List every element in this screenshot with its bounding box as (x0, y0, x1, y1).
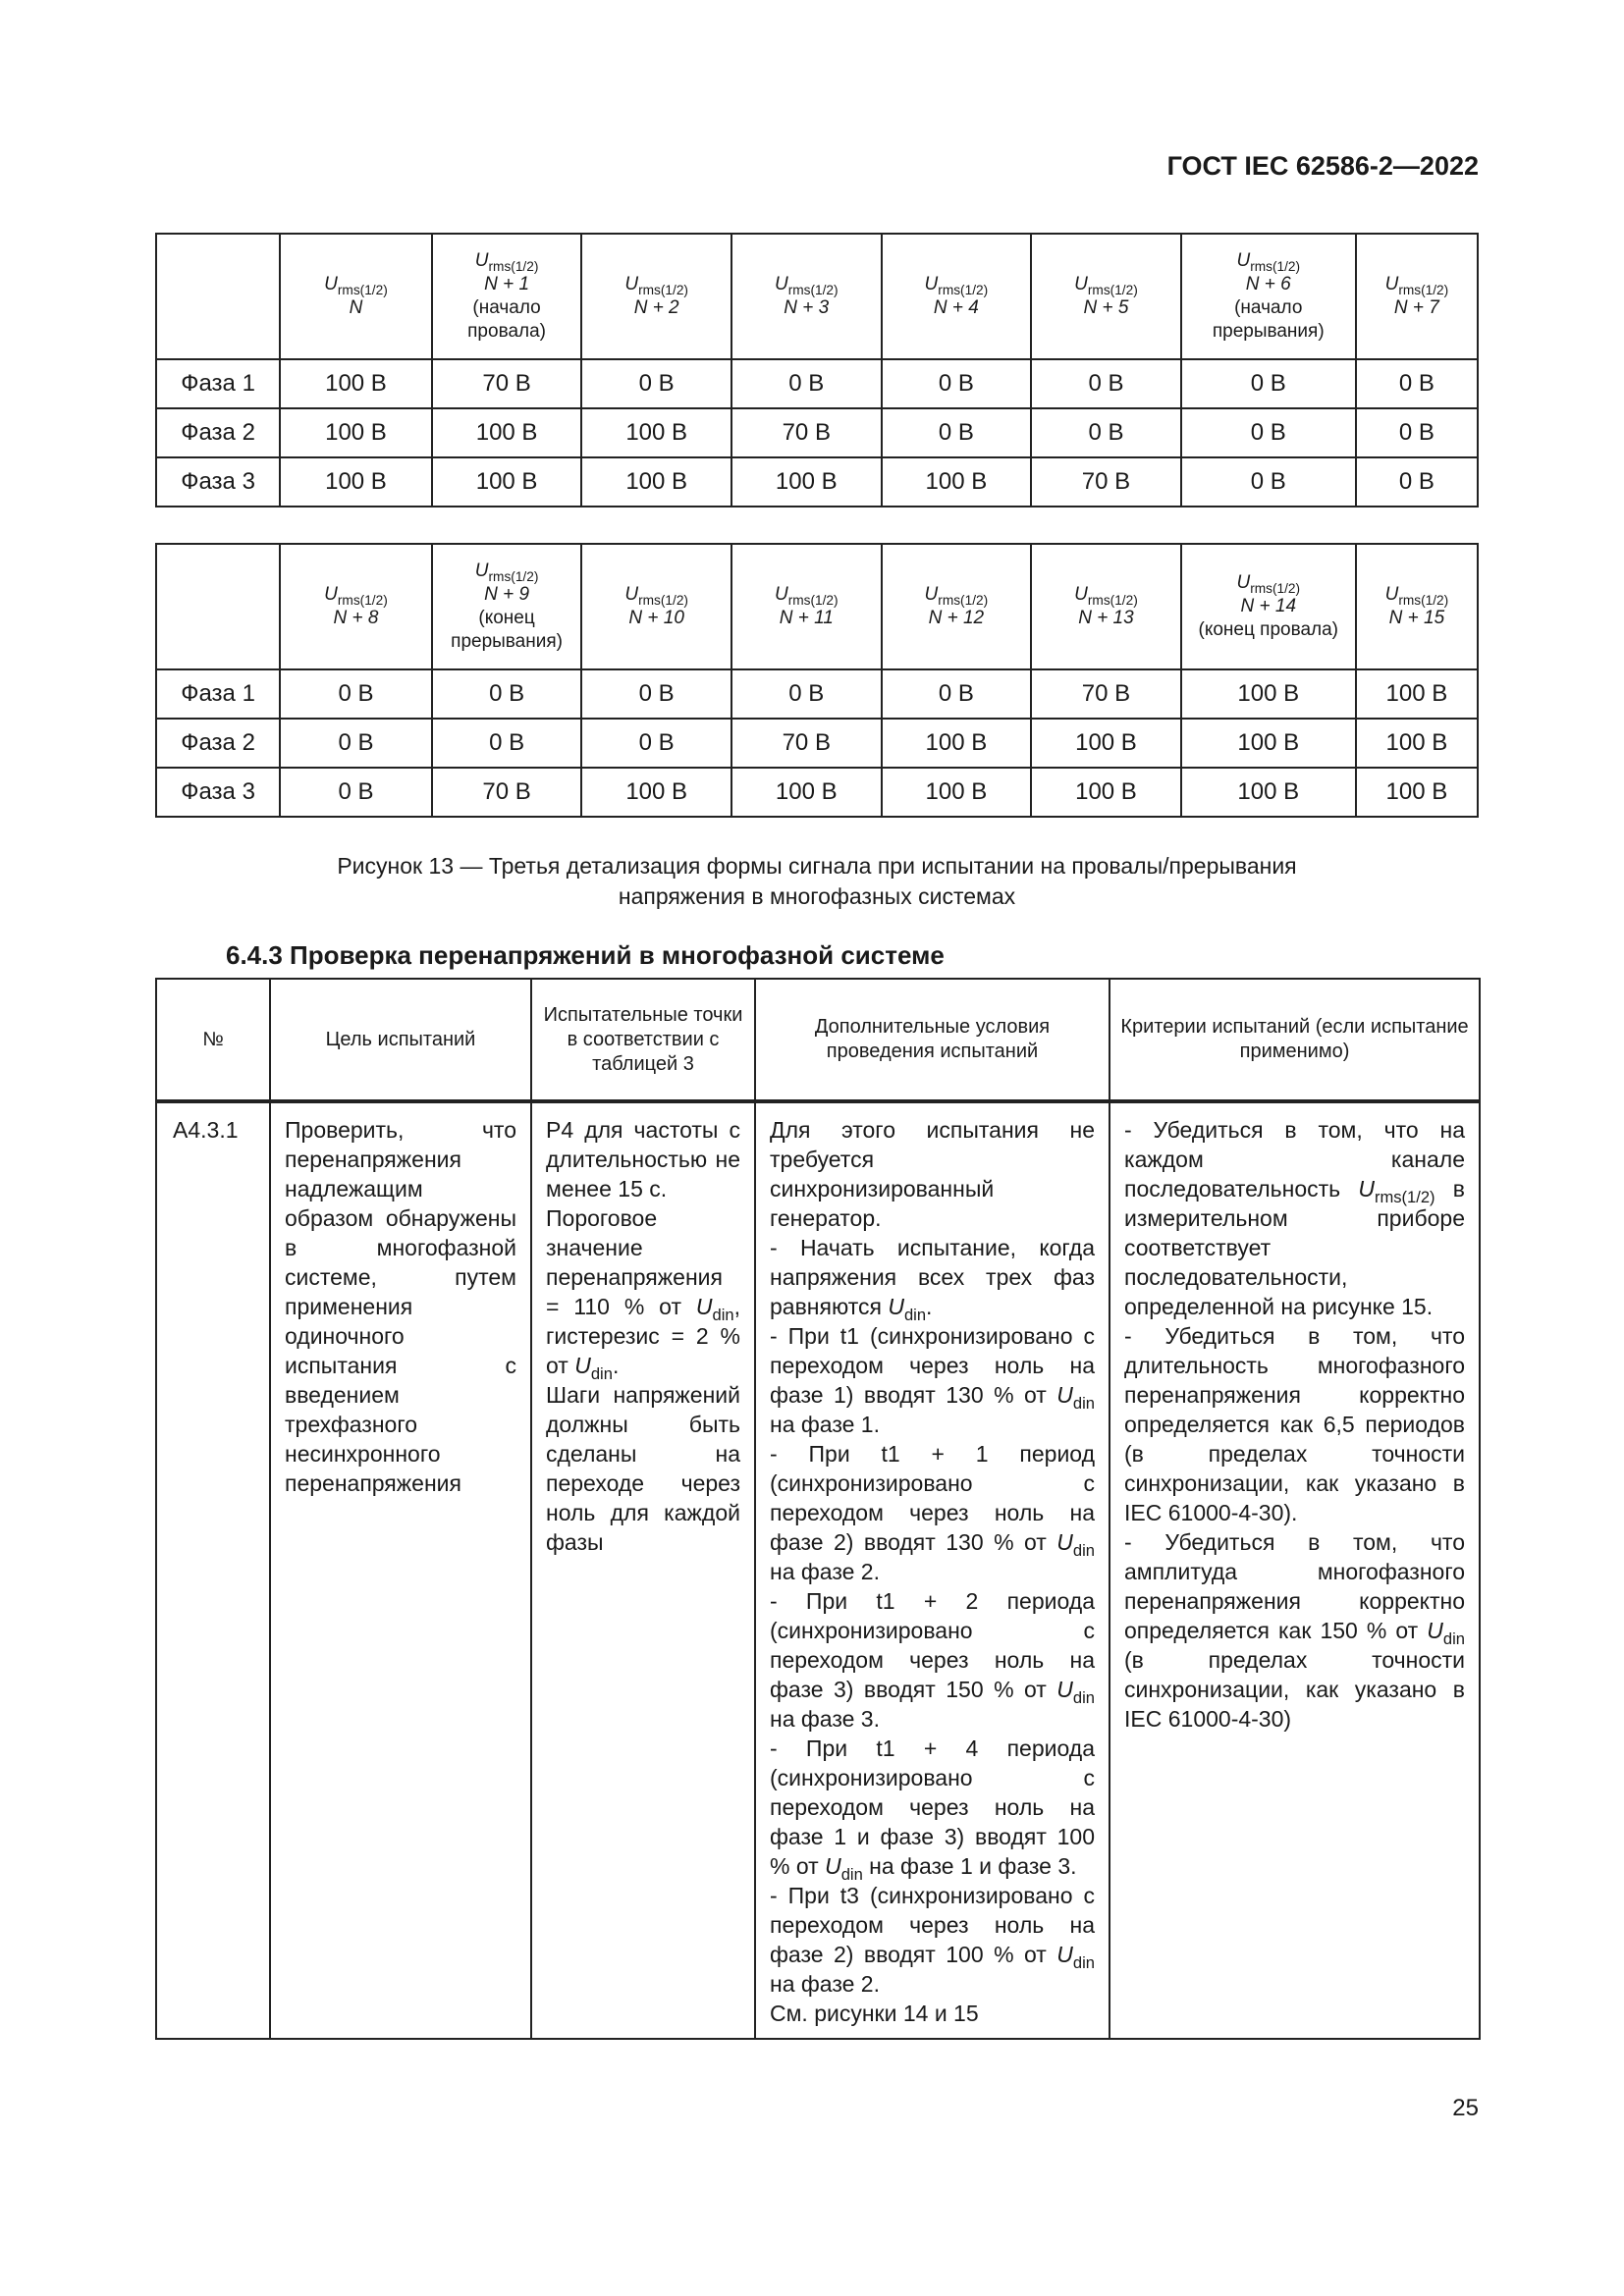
corner-cell (156, 544, 280, 669)
voltage-cell: 100 В (581, 768, 731, 817)
voltage-cell: 70 В (432, 359, 582, 408)
column-header: $U_{rms(1/2)}$ N + 13 (1031, 544, 1181, 669)
voltage-cell: 100 В (280, 408, 432, 457)
voltage-cell: 0 В (1356, 408, 1478, 457)
column-header: $U_{rms(1/2)}$ N + 4 (882, 234, 1032, 359)
voltage-cell: 100 В (1181, 719, 1356, 768)
voltage-cell: 70 В (731, 719, 882, 768)
test-number: A4.3.1 (156, 1101, 270, 2039)
voltage-cell: 70 В (731, 408, 882, 457)
voltage-cell: 100 В (1031, 719, 1181, 768)
column-header: $U_{rms(1/2)}$ N + 2 (581, 234, 731, 359)
cond-5: - При t1 + 2 периода (синхронизировано с переходом через ноль на фазе 3) вводят 150 % от $U_{din}$ на фазе 3. (770, 1588, 1095, 1732)
cond-7: - При t3 (синхронизировано с переходом через ноль на фазе 2) вводят 100 % от $U_{din}$ на фазе 2. (770, 1883, 1095, 1997)
phase-row (156, 669, 1478, 719)
voltage-cell: 100 В (1356, 719, 1478, 768)
voltage-cell: 100 В (1356, 768, 1478, 817)
voltage-cell: 100 В (882, 457, 1032, 507)
cond-3: - При t1 (синхронизировано с переходом через ноль на фазе 1) вводят 130 % от $U_{din}$ на фазе 1. (770, 1323, 1095, 1437)
voltage-cell: 0 В (1031, 359, 1181, 408)
voltage-cell: 100 В (882, 719, 1032, 768)
column-header: $U_{rms(1/2)}$ N + 14 (конец провала) (1181, 544, 1356, 669)
cond-4: - При t1 + 1 период (синхронизировано с переходом через ноль на фазе 2) вводят 130 % от $U_{din}$ на фазе 2. (770, 1441, 1095, 1584)
section-heading: 6.4.3 Проверка перенапряжений в многофазной системе (226, 940, 945, 970)
grid-header-row (156, 234, 1478, 359)
test-table-header-row (156, 979, 1480, 1101)
voltage-cell: 100 В (432, 457, 582, 507)
test-row (156, 1101, 1480, 2039)
voltage-cell: 0 В (280, 719, 432, 768)
test-table (155, 978, 1481, 2040)
points-line-3: Шаги напряжений должны быть сделаны на переходе через ноль для каждой фазы (546, 1382, 740, 1555)
voltage-cell: 0 В (731, 359, 882, 408)
column-header: $U_{rms(1/2)}$ N + 11 (731, 544, 882, 669)
voltage-cell: 0 В (280, 669, 432, 719)
voltage-cell: 100 В (280, 359, 432, 408)
header-num: № (156, 979, 270, 1101)
test-purpose: Проверить, что перенапряжения надлежащим образом обнаружены в многофазной системе, путем применения одиночного испытания с введением трехфазного несинхронного перенапряжения (270, 1101, 531, 2039)
voltage-cell: 100 В (882, 768, 1032, 817)
voltage-cell: 0 В (581, 719, 731, 768)
voltage-cell: 100 В (280, 457, 432, 507)
column-header: $U_{rms(1/2)}$ N + 1 (начало провала) (432, 234, 582, 359)
grid-header-row (156, 544, 1478, 669)
phase-row (156, 359, 1478, 408)
phase-label: Фаза 3 (156, 768, 280, 817)
voltage-cell: 100 В (1181, 669, 1356, 719)
voltage-cell: 0 В (280, 768, 432, 817)
crit-2: - Убедиться в том, что длительность многофазного перенапряжения корректно определяется как 6,5 периодов (в пределах точности синхронизации, как указано в IEC 61000-4-30). (1124, 1323, 1465, 1525)
voltage-cell: 70 В (432, 768, 582, 817)
test-conditions (755, 1101, 1110, 2039)
cond-6: - При t1 + 4 периода (синхронизировано с переходом через ноль на фазе 1 и фазе 3) вводят 100 % от $U_{din}$ на фазе 1 и фазе 3. (770, 1735, 1095, 1884)
voltage-cell: 0 В (432, 669, 582, 719)
column-header: $U_{rms(1/2)}$ N + 6 (начало прерывания) (1181, 234, 1356, 359)
waveform-table-1 (155, 233, 1479, 507)
voltage-cell: 100 В (1031, 768, 1181, 817)
voltage-cell: 100 В (731, 457, 882, 507)
column-header: $U_{rms(1/2)}$ N + 5 (1031, 234, 1181, 359)
phase-row (156, 408, 1478, 457)
voltage-cell: 70 В (1031, 669, 1181, 719)
header-conditions: Дополнительные условия проведения испытаний (755, 979, 1110, 1101)
voltage-cell: 100 В (581, 457, 731, 507)
points-line-2: Пороговое значение перенапряжения = 110 % от $U_{din}$, гистерезис = 2 % от $U_{din}$. (546, 1205, 740, 1383)
corner-cell (156, 234, 280, 359)
voltage-cell: 0 В (581, 669, 731, 719)
header-purpose: Цель испытаний (270, 979, 531, 1101)
voltage-cell: 0 В (1181, 457, 1356, 507)
phase-label: Фаза 1 (156, 359, 280, 408)
voltage-cell: 0 В (1356, 457, 1478, 507)
column-header: $U_{rms(1/2)}$ N + 3 (731, 234, 882, 359)
points-line-1: P4 для частоты с длительностью не менее 15 с. (546, 1117, 740, 1201)
voltage-cell: 0 В (581, 359, 731, 408)
voltage-cell: 100 В (731, 768, 882, 817)
voltage-cell: 100 В (1356, 669, 1478, 719)
figure-caption-line-1: Рисунок 13 — Третья детализация формы сигнала при испытании на провалы/прерывания (337, 853, 1297, 879)
voltage-cell: 100 В (1181, 768, 1356, 817)
figure-caption (155, 851, 1479, 912)
voltage-cell: 70 В (1031, 457, 1181, 507)
voltage-cell: 100 В (432, 408, 582, 457)
header-criteria: Критерии испытаний (если испытание применимо) (1110, 979, 1480, 1101)
column-header: $U_{rms(1/2)}$ N + 12 (882, 544, 1032, 669)
page-number: 25 (1452, 2095, 1479, 2121)
voltage-cell: 100 В (581, 408, 731, 457)
voltage-cell: 0 В (1356, 359, 1478, 408)
voltage-cell: 0 В (882, 359, 1032, 408)
voltage-cell: 0 В (1181, 408, 1356, 457)
test-criteria (1110, 1101, 1480, 2039)
column-header: $U_{rms(1/2)}$ N + 7 (1356, 234, 1478, 359)
voltage-cell: 0 В (731, 669, 882, 719)
column-header: $U_{rms(1/2)}$ N (280, 234, 432, 359)
waveform-table-2 (155, 543, 1479, 818)
column-header: $U_{rms(1/2)}$ N + 15 (1356, 544, 1478, 669)
document-code: ГОСТ IEC 62586-2—2022 (1166, 151, 1479, 181)
voltage-cell: 0 В (1181, 359, 1356, 408)
cond-8: См. рисунки 14 и 15 (770, 2001, 979, 2026)
crit-3: - Убедиться в том, что амплитуда многофазного перенапряжения корректно определяется как 150 % от $U_{din}$ (в пределах точности синхронизации, как указано в IEC 61000-4-30) (1124, 1529, 1465, 1732)
cond-2: - Начать испытание, когда напряжения всех трех фаз равняются $U_{din}$. (770, 1235, 1095, 1324)
column-header: $U_{rms(1/2)}$ N + 9 (конец прерывания) (432, 544, 582, 669)
voltage-cell: 0 В (1031, 408, 1181, 457)
voltage-cell: 0 В (882, 408, 1032, 457)
phase-label: Фаза 2 (156, 408, 280, 457)
phase-row (156, 768, 1478, 817)
header-points: Испытательные точки в соответствии с таблицей 3 (531, 979, 755, 1101)
column-header: $U_{rms(1/2)}$ N + 10 (581, 544, 731, 669)
voltage-cell: 0 В (882, 669, 1032, 719)
phase-label: Фаза 1 (156, 669, 280, 719)
phase-label: Фаза 2 (156, 719, 280, 768)
cond-1: Для этого испытания не требуется синхронизированный генератор. (770, 1117, 1095, 1231)
column-header: $U_{rms(1/2)}$ N + 8 (280, 544, 432, 669)
crit-1: - Убедиться в том, что на каждом канале последовательность $U_{rms(1/2)}$ в измерительном приборе соответствует последовательности, определенной на рисунке 15. (1124, 1117, 1465, 1319)
test-points (531, 1101, 755, 2039)
phase-row (156, 719, 1478, 768)
phase-row (156, 457, 1478, 507)
phase-label: Фаза 3 (156, 457, 280, 507)
voltage-cell: 0 В (432, 719, 582, 768)
figure-caption-line-2: напряжения в многофазных системах (618, 883, 1016, 909)
